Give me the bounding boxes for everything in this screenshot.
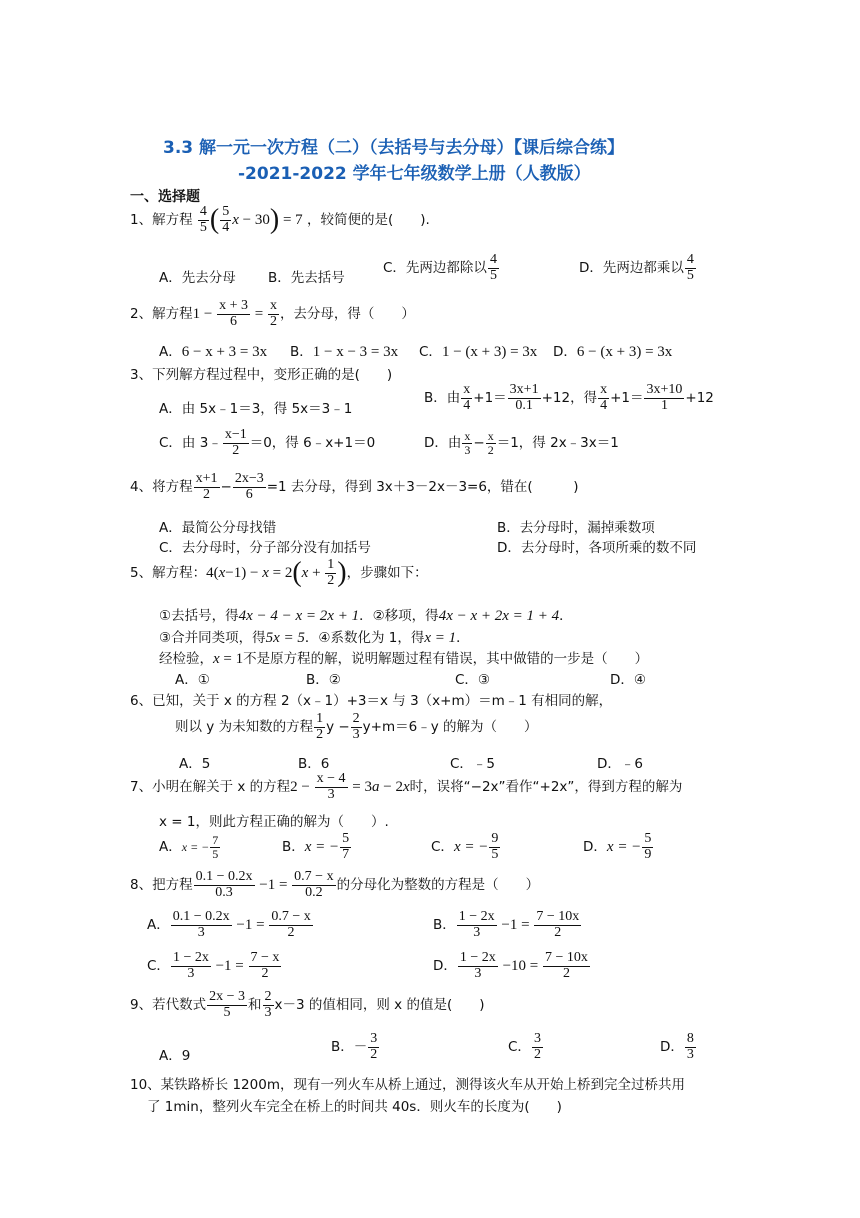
q8-option-a: A． $\frac{0.1 - 0.2x}{3}$ −1 = $\frac{0.7 - x}{2}$ [147,909,311,940]
question-10-line-2: 了 1min，整列火车完全在桥上的时间共 40s．则火车的长度为( ) [147,1099,562,1115]
q4-option-d: D．去分母时，各项所乘的数不同 [497,540,697,556]
q2-option-a: A．6 − x + 3 = 3x [159,344,268,360]
q7-option-b: B．x = − $\frac{5}{7}$ [282,831,350,862]
q2-option-b: B．1 − x − 3 = 3x [290,344,399,360]
q5-check: 经检验，x = 1不是原方程的解，说明解题过程有错误，其中做错的一步是（ ） [159,651,649,667]
question-2: 2、解方程1 − $\frac{x + 3}{6}$ = $\frac{x}{2}$ ，去分母，得（ ） [130,298,415,329]
q8-option-c: C． $\frac{1 - 2x}{3}$ −1 = $\frac{7 - x}{2}$ [147,950,280,981]
q3-option-c: C．由 3﹣ $\frac{x-1}{2}$ ＝0，得 6﹣x+1＝0 [159,427,376,458]
q4-option-b: B．去分母时，漏掉乘数项 [497,520,655,536]
question-6: 6、已知，关于 x 的方程 2（x﹣1）+3＝x 与 3（x+m）＝m﹣1 有相同的解， [130,693,613,709]
q8-option-d: D． $\frac{1 - 2x}{3}$ −10 = $\frac{7 - 10x}{2}$ [433,950,588,981]
question-1: 1、解方程 $\frac{4}{5}$ ( $\frac{5}{4}$ x − 30) = 7 ，较简便的是( ). [130,204,430,236]
q1-option-c: C．先两边都除以 $\frac{4}{5}$ [383,252,497,283]
q6-option-c: C．﹣5 [450,756,496,772]
title-line-1: 3.3 解一元一次方程（二）（去括号与去分母）【课后综合练】 [163,138,625,158]
q3-option-b: B．由 $\frac{x}{4}$ +1＝ $\frac{3x+1}{0.1}$ +12，得 $\frac{x}{4}$ +1＝ $\frac{3x+10}{1}$ +12 [424,382,714,413]
q1-option-b: B．先去括号 [268,270,345,286]
q6-option-d: D．﹣6 [597,756,643,772]
question-7: 7、小明在解关于 x 的方程2 − $\frac{x - 4}{3}$ = 3a − 2x时，误将“−2x”看作“+2x”，得到方程的解为 [130,771,683,802]
q5-option-c: C．③ [455,672,491,688]
q7-option-d: D．x = − $\frac{5}{9}$ [583,831,652,862]
q7-option-a: A．x = − $\frac{7}{5}$ [159,833,219,861]
question-4: 4、将方程 $\frac{x+1}{2}$ − $\frac{2x-3}{6}$ =1 去分母，得到 3x＋3－2x－3=6，错在( ) [130,471,579,502]
section-heading: 一、选择题 [130,189,200,205]
q3-option-d: D．由 $\frac{x}{3}$ − $\frac{x}{2}$ ＝1，得 2x﹣3x＝1 [424,429,619,457]
question-7-line-2: x = 1，则此方程正确的解为（ ）. [159,814,389,830]
q7-option-c: C．x = − $\frac{9}{5}$ [431,831,499,862]
q1-option-d: D．先两边都乘以 $\frac{4}{5}$ [579,252,694,283]
q6-option-a: A．5 [179,756,211,772]
question-9: 9、若代数式 $\frac{2x - 3}{5}$ 和 $\frac{2}{3}$ x－3 的值相同，则 x 的值是( ) [130,989,485,1020]
q2-option-d: D．6 − (x + 3) = 3x [553,344,673,360]
q3-option-a: A．由 5x﹣1＝3，得 5x＝3﹣1 [159,401,353,417]
q6-option-b: B．6 [298,756,330,772]
question-6-line-2: 则以 y 为未知数的方程 $\frac{1}{2}$ y − $\frac{2}{3}$ y+m＝6﹣y 的解为（ ） [175,711,538,742]
q5-option-a: A．① [175,672,210,688]
q9-option-b: B．－ $\frac{3}{2}$ [331,1031,378,1062]
q4-option-c: C．去分母时，分子部分没有加括号 [159,540,371,556]
question-10: 10、某铁路桥长 1200m，现有一列火车从桥上通过，测得该火车从开始上桥到完全过桥共用 [130,1077,685,1093]
q9-option-d: D． $\frac{8}{3}$ [660,1031,694,1062]
q9-option-a: A．9 [159,1048,191,1064]
q4-option-a: A．最简公分母找错 [159,520,277,536]
q9-option-c: C． $\frac{3}{2}$ [508,1031,541,1062]
title-line-2: -2021-2022 学年七年级数学上册（人教版） [238,164,591,184]
q1-option-a: A．先去分母 [159,270,236,286]
q2-option-c: C．1 − (x + 3) = 3x [419,344,538,360]
q5-step-3-4: ③合并同类项，得5x = 5．④系数化为 1，得x = 1． [159,630,470,646]
question-5: 5、解方程：4(x−1) − x = 2(x + $\frac{1}{2}$ )，步骤如下： [130,557,428,589]
q5-option-d: D．④ [610,672,646,688]
q5-step-1-2: ①去括号，得4x − 4 − x = 2x + 1．②移项，得4x − x + 2x = 1 + 4． [159,608,573,624]
question-8: 8、把方程 $\frac{0.1 - 0.2x}{0.3}$ −1 = $\frac{0.7 - x}{0.2}$ 的分母化为整数的方程是（ ） [130,869,540,900]
question-3: 3、下列解方程过程中，变形正确的是( ) [130,367,393,383]
q8-option-b: B． $\frac{1 - 2x}{3}$ −1 = $\frac{7 - 10x}{2}$ [433,909,580,940]
q5-option-b: B．② [306,672,341,688]
